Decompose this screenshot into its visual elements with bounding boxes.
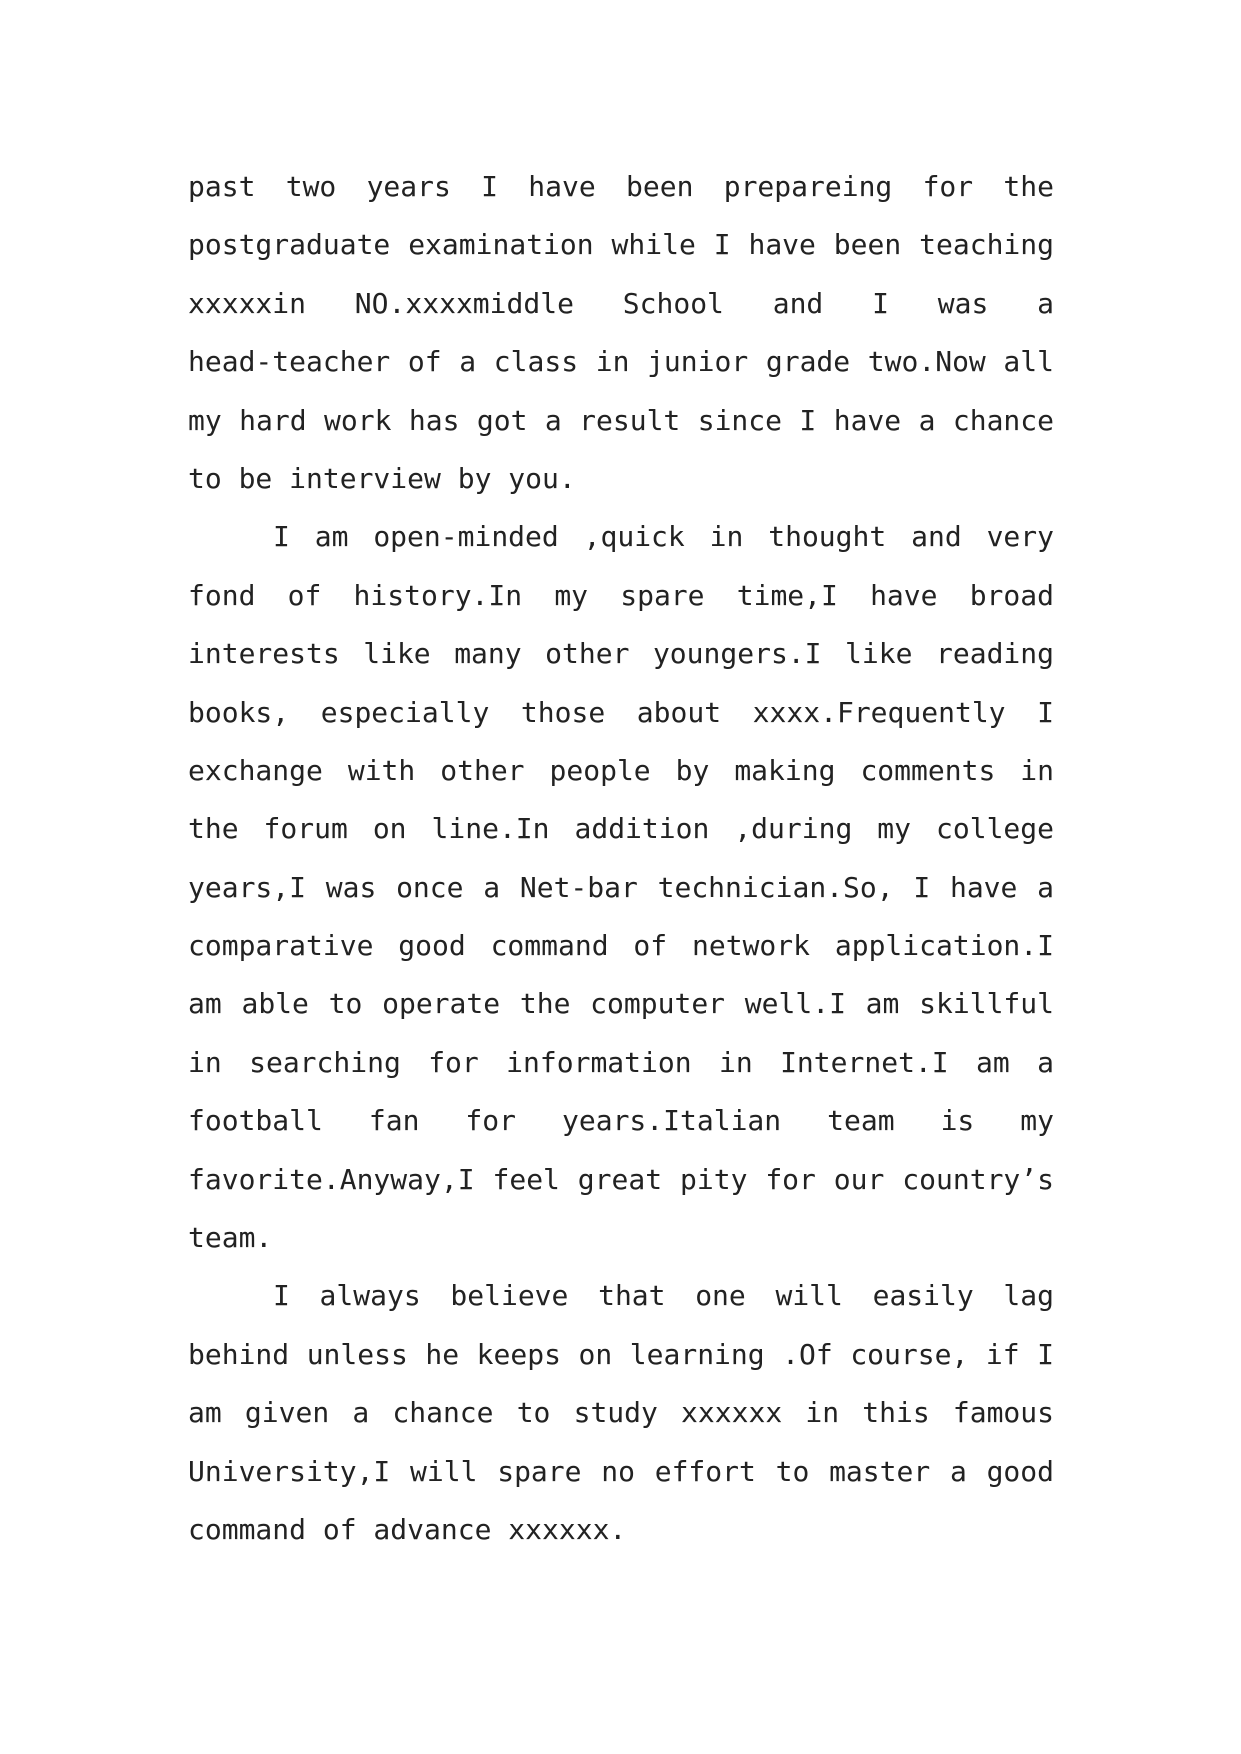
text-line: football fan for years.Italian team is my [188, 1104, 1054, 1138]
text-line: command of advance xxxxxx. [188, 1512, 627, 1546]
document-page [188, 158, 1054, 1559]
text-line: University,I will spare no effort to master a good [188, 1454, 1054, 1488]
text-line: xxxxxin NO.xxxxmiddle School and I was a [188, 286, 1054, 320]
text-line: exchange with other people by making comments in [188, 753, 1054, 787]
paragraph-3 [188, 1267, 1054, 1559]
text-line: to be interview by you. [188, 461, 576, 495]
text-line: am able to operate the computer well.I am skillful [188, 987, 1054, 1021]
text-line: head-teacher of a class in junior grade two.Now all [188, 345, 1054, 379]
text-line: in searching for information in Internet.I am a [188, 1045, 1054, 1079]
text-line: favorite.Anyway,I feel great pity for our country’s [188, 1162, 1054, 1196]
text-line: team. [188, 1221, 273, 1255]
text-line: my hard work has got a result since I have a chance [188, 403, 1054, 437]
text-line: books, especially those about xxxx.Frequently I [188, 695, 1054, 729]
paragraph-1 [188, 158, 1054, 508]
text-line: postgraduate examination while I have been teaching [188, 228, 1054, 262]
text-line: interests like many other youngers.I like reading [188, 637, 1054, 671]
text-line: the forum on line.In addition ,during my college [188, 812, 1054, 846]
text-line: years,I was once a Net-bar technician.So, I have a [188, 870, 1054, 904]
paragraph-2 [188, 508, 1054, 1267]
text-line: fond of history.In my spare time,I have broad [188, 578, 1054, 612]
text-line: past two years I have been prepareing for the [188, 170, 1054, 203]
text-line: comparative good command of network application.I [188, 929, 1054, 963]
text-line: behind unless he keeps on learning .Of course, if I [188, 1337, 1054, 1371]
text-line: I always believe that one will easily lag [273, 1279, 1054, 1313]
text-line: am given a chance to study xxxxxx in this famous [188, 1396, 1054, 1430]
text-line: I am open-minded ,quick in thought and very [273, 520, 1054, 554]
